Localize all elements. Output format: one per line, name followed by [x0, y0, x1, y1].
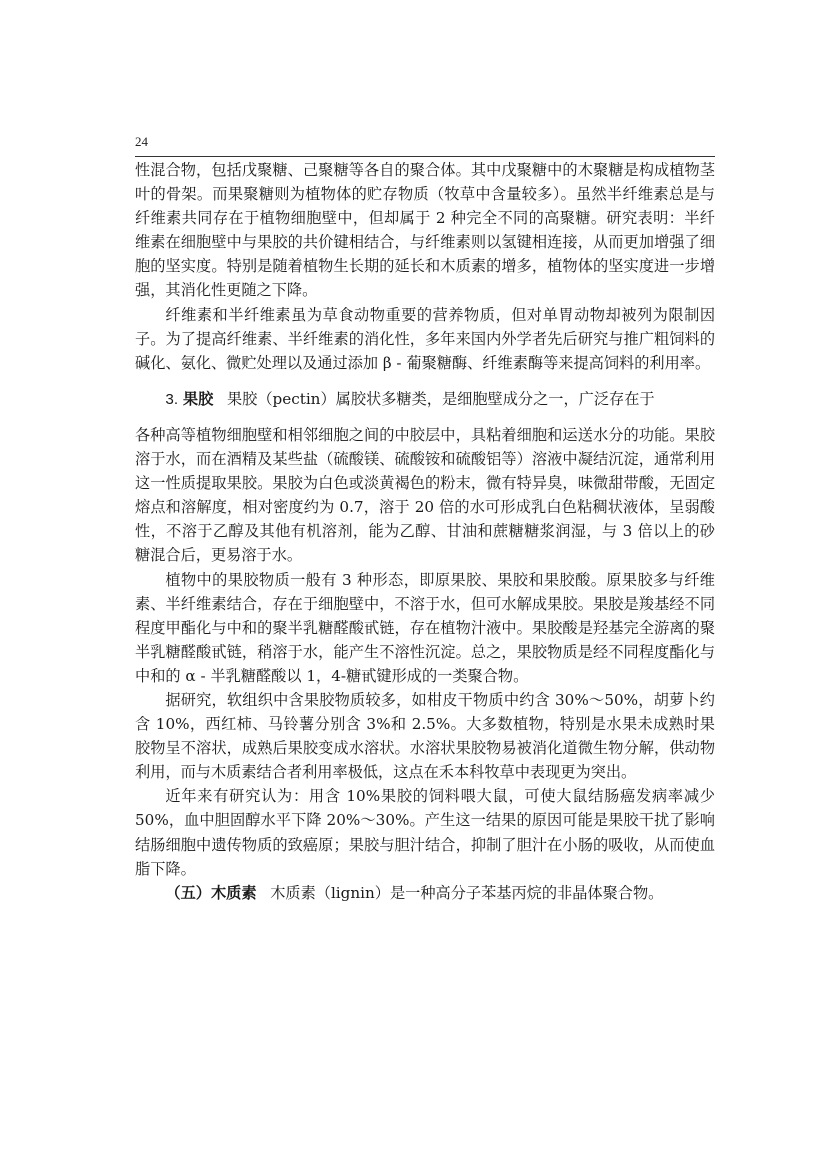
section-lead-text: 果胶（pectin）属胶状多糖类，是细胞壁成分之一，广泛存在于 — [226, 389, 655, 408]
paragraph: 各种高等植物细胞壁和相邻细胞之间的中胶层中，具粘着细胞和运送水分的功能。果胶溶于水，而在酒精及某些盐（硫酸镁、硫酸铵和硫酸铝等）溶液中凝结沉淀，通常利用这一性质提取果胶。果胶为白色或淡黄褐色的粉末，微有特异臭，味微甜带酸，无固定熔点和溶解度，相对密度约为 0.7，溶于 20 倍的水可形成乳白色粘稠状液体，呈弱酸性，不溶于乙醇及其他有机溶剂，能为乙醇、甘油和蔗糖糖浆润湿，与 3 倍以上的砂糖混合后，更易溶于水。 — [135, 425, 715, 565]
section-lead-text: 木质素（lignin）是一种高分子苯基丙烷的非晶体聚合物。 — [270, 883, 664, 902]
paragraph: 纤维素和半纤维素虽为草食动物重要的营养物质，但对单胃动物却被列为限制因子。为了提高纤维素、半纤维素的消化性，多年来国内外学者先后研究与推广粗饲料的碱化、氨化、微贮处理以及通过添加 β - 葡聚糖酶、纤维素酶等来提高饲料的利用率。 — [135, 305, 715, 372]
paragraph: 据研究，软组织中含果胶物质较多，如柑皮干物质中约含 30%～50%，胡萝卜约含 10%，西红柿、马铃薯分别含 3%和 2.5%。大多数植物，特别是水果未成熟时果胶物呈不溶状，成熟后果胶变成水溶状。水溶状果胶物易被消化道微生物分解，供动物利用，而与木质素结合者利用率极低，这点在禾本科牧草中表现更为突出。 — [135, 690, 715, 782]
paragraph: 性混合物，包括戊聚糖、己聚糖等各自的聚合体。其中戊聚糖中的木聚糖是构成植物茎叶的骨架。而果聚糖则为植物体的贮存物质（牧草中含量较多）。虽然半纤维素总是与纤维素共同存在于植物细胞壁中，但却属于 2 种完全不同的高聚糖。研究表明：半纤维素在细胞壁中与果胶的共价键相结合，与纤维素则以氢键相连接，从而更加增强了细胞的坚实度。特别是随着植物生长期的延长和木质素的增多，植物体的坚实度进一步增强，其消化性更随之下降。 — [135, 161, 715, 300]
section-number: 3. — [165, 390, 179, 408]
section-heading-pectin — [135, 387, 715, 412]
page-number: 24 — [135, 134, 148, 149]
paragraph: 植物中的果胶物质一般有 3 种形态，即原果胶、果胶和果胶酸。原果胶多与纤维素、半纤维素结合，存在于细胞壁中，不溶于水，但可水解成果胶。果胶是羧基经不同程度甲酯化与中和的聚半乳糖醛酸甙链，存在植物汁液中。果胶酸是羟基完全游离的聚半乳糖醛酸甙链，稍溶于水，能产生不溶性沉淀。总之，果胶物质是经不同程度酯化与中和的 α - 半乳糖醛酸以 1，4-糖甙键形成的一类聚合物。 — [135, 570, 715, 685]
page-body — [135, 158, 715, 905]
section-term: 果胶 — [182, 389, 214, 408]
header-rule — [135, 156, 715, 157]
paragraph: 近年来有研究认为：用含 10%果胶的饲料喂大鼠，可使大鼠结肠癌发病率减少 50%，血中胆固醇水平下降 20%～30%。产生这一结果的原因可能是果胶干扰了影响结肠细胞中遗传物质的致癌原；果胶与胆汁结合，抑制了胆汁在小肠的吸收，从而使血脂下降。 — [135, 787, 715, 878]
section-term: （五）木质素 — [165, 883, 257, 902]
section-heading-lignin — [135, 881, 715, 905]
